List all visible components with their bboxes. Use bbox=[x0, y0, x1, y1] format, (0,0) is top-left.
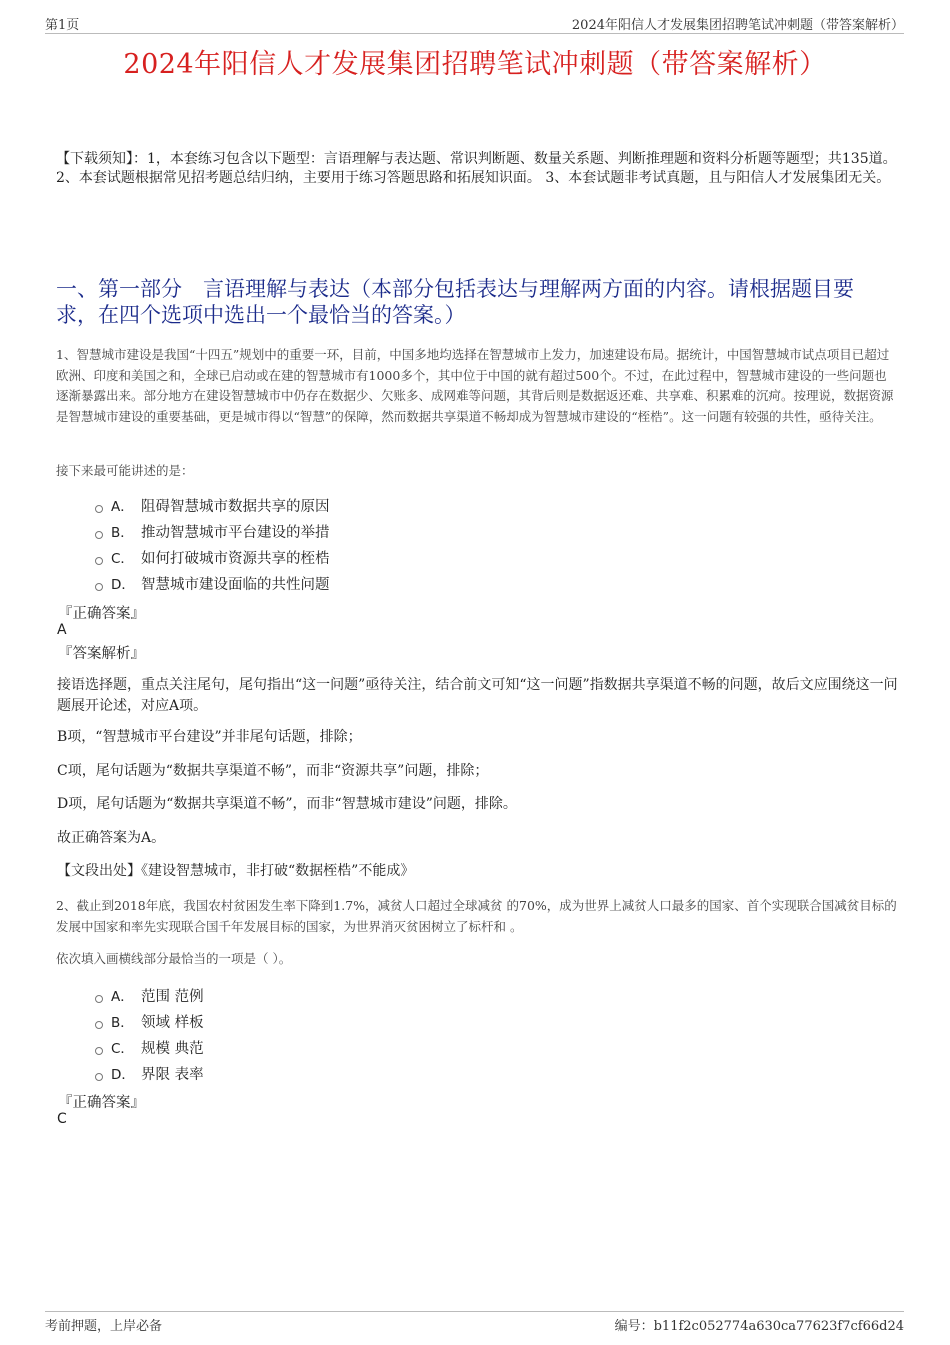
question-2-answer-label: 『正确答案』 bbox=[58, 1095, 145, 1111]
option-text: 智慧城市建设面临的共性问题 bbox=[141, 576, 330, 593]
page-title: 2024年阳信人才发展集团招聘笔试冲刺题（带答案解析） bbox=[123, 49, 827, 80]
question-2-prompt: 依次填入画横线部分最恰当的一项是（ ）。 bbox=[56, 951, 292, 966]
question-1-analysis-para: 接语选择题，重点关注尾句，尾句指出“这一问题”亟待关注，结合前文可知“这一问题”指数据共享渠道不畅的问题，故后文应围绕这一问题展开论述，对应A项。 bbox=[57, 677, 898, 714]
download-notice: 【下载须知】：1，本套练习包含以下题型：言语理解与表达题、常识判断题、数量关系题、判断推理题和资料分析题等题型；共135道。 2、本套试题根据常见招考题总结归纳，主要用于练习答题思路和拓展知识面。 3、本套试题非考试真题，且与阳信人才发展集团无关。 bbox=[56, 151, 897, 186]
question-1-source: 【文段出处】《建设智慧城市，非打破“数据桎梏”不能成》 bbox=[57, 863, 415, 879]
radio-icon[interactable] bbox=[95, 531, 103, 539]
footer-slogan: 考前押题，上岸必备 bbox=[45, 1319, 163, 1334]
option-text: 推动智慧城市平台建设的举措 bbox=[141, 524, 330, 541]
question-1-text: 1、智慧城市建设是我国“十四五”规划中的重要一环，目前，中国多地均选择在智慧城市上发力，加速建设布局。据统计，中国智慧城市试点项目已超过欧洲、印度和美国之和，全球已启动或在建的智慧城市有1000多个，其中位于中国的就有超过500个。不过，在此过程中，智慧城市建设的一些问题也逐渐暴露出来。部分地方在建设智慧城市中仍存在数据少、欠账多、成网难等问题，其背后则是数据返还难、共享难、积累难的沉疴。按理说，数据资源是智慧城市建设的重要基础，更是城市得以“智慧”的保障，然而数据共享渠道不畅却成为智慧城市建设的“桎梏”。这一问题有较强的共性，亟待关注。 bbox=[56, 347, 894, 424]
question-1-analysis-para: C项，尾句话题为“数据共享渠道不畅”，而非“资源共享”问题，排除； bbox=[57, 763, 489, 779]
radio-icon[interactable] bbox=[95, 1021, 103, 1029]
question-1-option-d[interactable] bbox=[95, 572, 330, 594]
question-1-answer: A bbox=[57, 622, 67, 638]
radio-icon[interactable] bbox=[95, 505, 103, 513]
question-1-analysis-label: 『答案解析』 bbox=[58, 646, 145, 662]
question-2-text: 2、截止到2018年底，我国农村贫困发生率下降到1.7%，减贫人口超过全球减贫 的70%，成为世界上减贫人口最多的国家、首个实现联合国减贫目标的发展中国家和率先实现联合国千年发展目标的国家，为世界消灭贫困树立了标杆和 。 bbox=[56, 898, 897, 934]
question-2-option-a[interactable] bbox=[95, 984, 204, 1006]
question-1-analysis-para: D项，尾句话题为“数据共享渠道不畅”，而非“智慧城市建设”问题，排除。 bbox=[57, 796, 517, 812]
option-letter: D． bbox=[111, 1067, 135, 1083]
question-2-option-c[interactable] bbox=[95, 1036, 204, 1058]
radio-icon[interactable] bbox=[95, 995, 103, 1003]
question-1-option-b[interactable] bbox=[95, 520, 330, 542]
radio-icon[interactable] bbox=[95, 1047, 103, 1055]
option-letter: B． bbox=[111, 1015, 134, 1031]
option-letter: A． bbox=[111, 499, 134, 515]
question-1-answer-label: 『正确答案』 bbox=[58, 606, 145, 622]
header-doc-title: 2024年阳信人才发展集团招聘笔试冲刺题（带答案解析） bbox=[571, 18, 904, 33]
option-letter: B． bbox=[111, 525, 134, 541]
radio-icon[interactable] bbox=[95, 557, 103, 565]
option-letter: D． bbox=[111, 577, 135, 593]
question-2-answer: C bbox=[57, 1111, 67, 1127]
option-text: 范围 范例 bbox=[141, 988, 204, 1005]
option-letter: C． bbox=[111, 551, 134, 567]
option-text: 界限 表率 bbox=[141, 1066, 204, 1083]
page-number: 第1页 bbox=[45, 18, 80, 33]
section-heading: 一、第一部分 言语理解与表达（本部分包括表达与理解两方面的内容。请根据题目要求，在四个选项中选出一个最恰当的答案。） bbox=[56, 277, 854, 327]
footer-divider bbox=[45, 1311, 904, 1312]
header-divider bbox=[45, 33, 904, 34]
question-1-analysis-para: 故正确答案为A。 bbox=[57, 830, 166, 846]
radio-icon[interactable] bbox=[95, 1073, 103, 1081]
question-1-analysis-para: B项，“智慧城市平台建设”并非尾句话题，排除； bbox=[57, 729, 362, 745]
option-text: 阻碍智慧城市数据共享的原因 bbox=[141, 498, 330, 515]
question-2-option-d[interactable] bbox=[95, 1062, 204, 1084]
option-letter: C． bbox=[111, 1041, 134, 1057]
question-1-option-c[interactable] bbox=[95, 546, 330, 568]
option-letter: A． bbox=[111, 989, 134, 1005]
option-text: 如何打破城市资源共享的桎梏 bbox=[141, 550, 330, 567]
question-1-prompt: 接下来最可能讲述的是： bbox=[56, 463, 194, 478]
option-text: 规模 典范 bbox=[141, 1040, 204, 1057]
footer-doc-id: 编号：b11f2c052774a630ca77623f7cf66d24 bbox=[614, 1319, 904, 1334]
question-1-option-a[interactable] bbox=[95, 494, 330, 516]
question-2-option-b[interactable] bbox=[95, 1010, 204, 1032]
option-text: 领域 样板 bbox=[141, 1014, 204, 1031]
radio-icon[interactable] bbox=[95, 583, 103, 591]
